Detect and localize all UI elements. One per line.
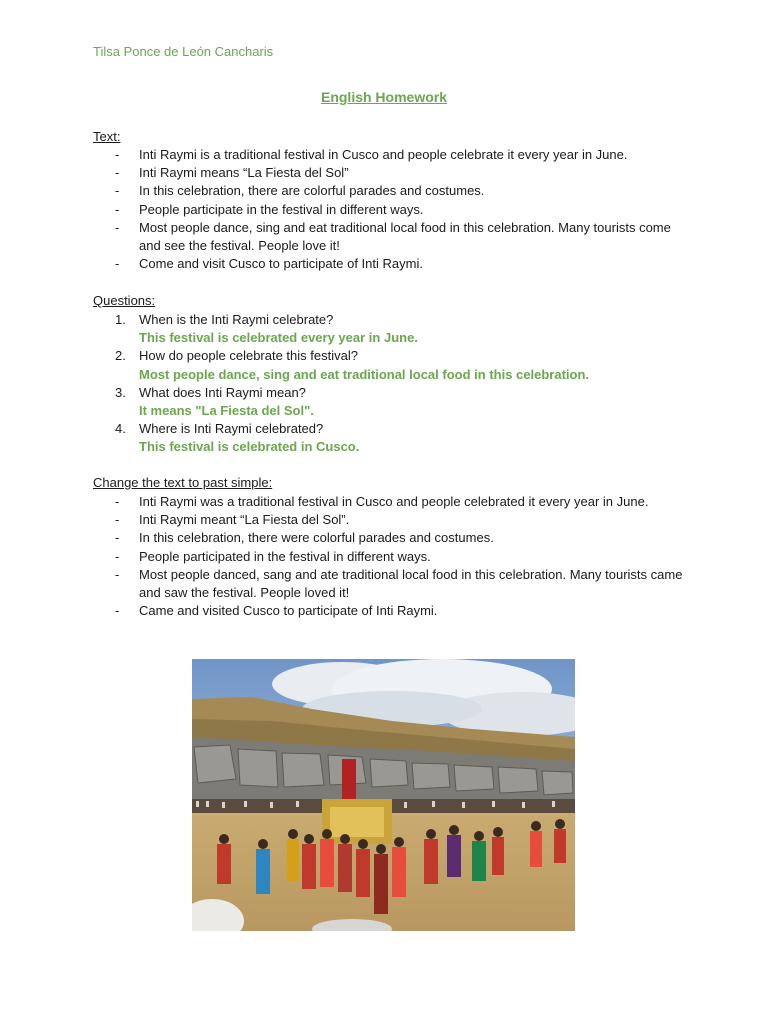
document-title-text: English Homework: [320, 89, 448, 105]
list-item-text: Came and visited Cusco to participate of Inti Raymi.: [139, 603, 438, 619]
question-item: [93, 311, 683, 347]
questions-section-label: Questions:: [93, 293, 156, 308]
document-title: [0, 89, 768, 105]
question-number: 4.: [115, 421, 126, 437]
festival-photo: [192, 659, 575, 931]
bullet-mark: -: [115, 603, 120, 619]
list-item-text: Inti Raymi meant “La Fiesta del Sol”.: [139, 512, 350, 528]
bullet-mark: -: [115, 201, 120, 217]
bullet-mark: -: [115, 566, 120, 582]
questions-list: [93, 311, 683, 457]
list-item-text: Come and visit Cusco to participate of Inti Raymi.: [139, 256, 423, 272]
bullet-mark: -: [115, 256, 120, 272]
question-number: 3.: [115, 384, 126, 400]
list-item-text: People participate in the festival in different ways.: [139, 201, 424, 217]
list-item: [93, 548, 683, 566]
bullet-mark: -: [115, 494, 120, 509]
answer-text: It means "La Fiesta del Sol".: [139, 403, 314, 419]
question-item: [93, 384, 683, 420]
list-item: [93, 146, 683, 164]
bullet-mark: -: [115, 183, 120, 199]
bullet-mark: -: [115, 165, 120, 181]
question-number: 1.: [115, 312, 126, 327]
answer-text: This festival is celebrated in Cusco.: [139, 439, 360, 455]
answer-text: Most people dance, sing and eat traditional local food in this celebration.: [139, 366, 590, 382]
text-list: [93, 146, 683, 273]
list-item-text: Most people danced, sang and ate traditional local food in this celebration. Many tourists came and saw the festival. People loved it!: [139, 566, 683, 601]
question-number: 2.: [115, 348, 126, 364]
question-item: [93, 347, 683, 383]
list-item-text: Most people dance, sing and eat traditional local food in this celebration. Many tourists come and see the festival. People love it!: [139, 219, 671, 254]
question-text: How do people celebrate this festival?: [139, 348, 358, 364]
list-item: [93, 201, 683, 219]
list-item: [93, 255, 683, 273]
answer-text: This festival is celebrated every year in June.: [139, 330, 418, 346]
list-item: [93, 182, 683, 200]
list-item: [93, 219, 683, 255]
festival-photo-illustration: [192, 659, 575, 931]
list-item: [93, 566, 683, 602]
past-list: [93, 493, 683, 620]
question-text: What does Inti Raymi mean?: [139, 384, 306, 400]
list-item-text: In this celebration, there are colorful parades and costumes.: [139, 183, 485, 199]
list-item-text: In this celebration, there were colorful parades and costumes.: [139, 530, 494, 546]
question-text: Where is Inti Raymi celebrated?: [139, 421, 324, 437]
list-item: [93, 602, 683, 620]
bullet-mark: -: [115, 548, 120, 564]
list-item: [93, 511, 683, 529]
text-section-label: Text:: [93, 129, 121, 144]
bullet-mark: -: [115, 147, 120, 162]
list-item: [93, 493, 683, 511]
list-item-text: Inti Raymi means “La Fiesta del Sol”: [139, 165, 349, 181]
list-item: [93, 164, 683, 182]
bullet-mark: -: [115, 530, 120, 546]
question-text: When is the Inti Raymi celebrate?: [139, 312, 334, 327]
bullet-mark: -: [115, 219, 120, 235]
bullet-mark: -: [115, 512, 120, 528]
list-item: [93, 529, 683, 547]
question-item: [93, 420, 683, 456]
list-item-text: People participated in the festival in different ways.: [139, 548, 431, 564]
author-name: Tilsa Ponce de León Cancharis: [93, 44, 274, 59]
list-item-text: Inti Raymi is a traditional festival in Cusco and people celebrate it every year in June.: [139, 147, 628, 162]
past-section-label: Change the text to past simple:: [93, 475, 273, 490]
list-item-text: Inti Raymi was a traditional festival in Cusco and people celebrated it every year in June.: [139, 494, 649, 509]
